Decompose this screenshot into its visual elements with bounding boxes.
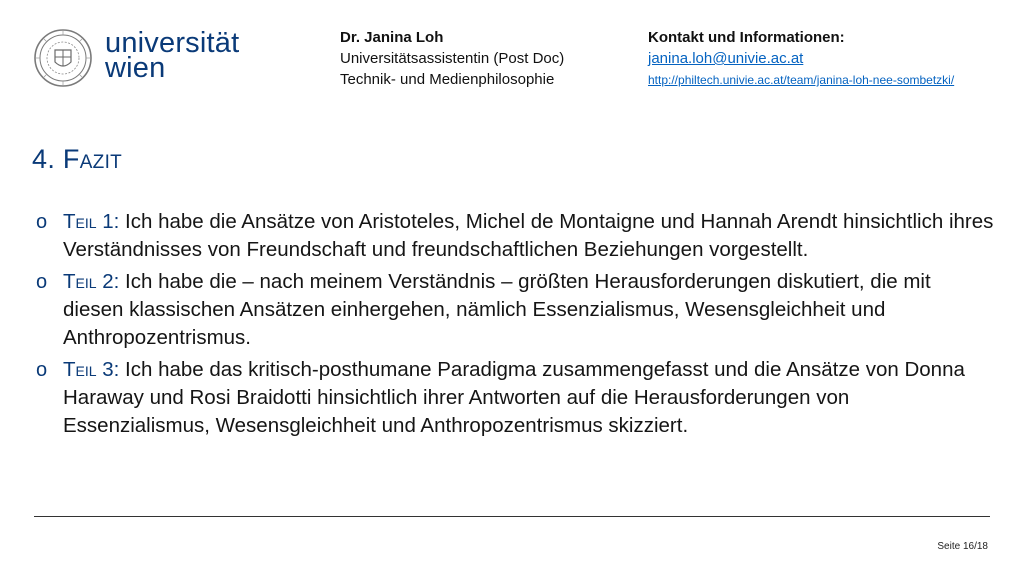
website-link[interactable]: http://philtech.univie.ac.at/team/janina-loh-nee-sombetzki/ [648, 73, 955, 87]
bullet-label: Teil 2: [63, 270, 120, 293]
wordmark-line-1: universität [105, 27, 240, 59]
author-info [340, 27, 630, 90]
slide-title: 4. Fazit [32, 144, 123, 174]
author-department: Technik- und Medienphilosophie [340, 71, 555, 88]
university-wordmark [105, 27, 240, 84]
bullet-text: Ich habe das kritisch-posthumane Paradigma zusammengefasst und die Ansätze von Donna Haraway und Rosi Braidotti hinsichtlich ihrer Antworten auf die Herausforderungen von Essenzialismus, Wesensgleichheit und Anthropozentrismus skizziert. [63, 358, 965, 437]
wordmark-line-2: wien [105, 52, 166, 84]
bullet-label: Teil 1: [63, 210, 120, 233]
author-role: Universitätsassistentin (Post Doc) [340, 50, 565, 67]
bullet-marker: o [36, 211, 48, 233]
bullet-marker: o [36, 271, 48, 293]
bullet-text: Ich habe die – nach meinem Verständnis – größten Herausforderungen diskutiert, die mit diesen klassischen Ansätzen einhergehen, nämlich Essenzialismus, Wesensgleichheit und Anthropozentrismus. [63, 270, 931, 349]
bullet-text: Ich habe die Ansätze von Aristoteles, Michel de Montaigne und Hannah Arendt hinsichtlich ihres Verständnisses von Freundschaft und freundschaftlichen Beziehungen vorgestellt. [63, 210, 994, 261]
list-item [36, 356, 996, 440]
contact-info [648, 27, 1018, 90]
conclusion-list [36, 208, 996, 444]
university-logo [33, 27, 240, 92]
bullet-label: Teil 3: [63, 358, 120, 381]
list-item [36, 268, 996, 352]
contact-heading: Kontakt und Informationen: [648, 29, 845, 46]
email-link[interactable]: janina.loh@univie.ac.at [648, 50, 804, 67]
university-seal-icon [33, 28, 93, 88]
author-name: Dr. Janina Loh [340, 29, 444, 46]
footer-divider [34, 516, 990, 517]
page-number: Seite 16/18 [937, 541, 988, 552]
bullet-marker: o [36, 359, 48, 381]
list-item [36, 208, 996, 264]
